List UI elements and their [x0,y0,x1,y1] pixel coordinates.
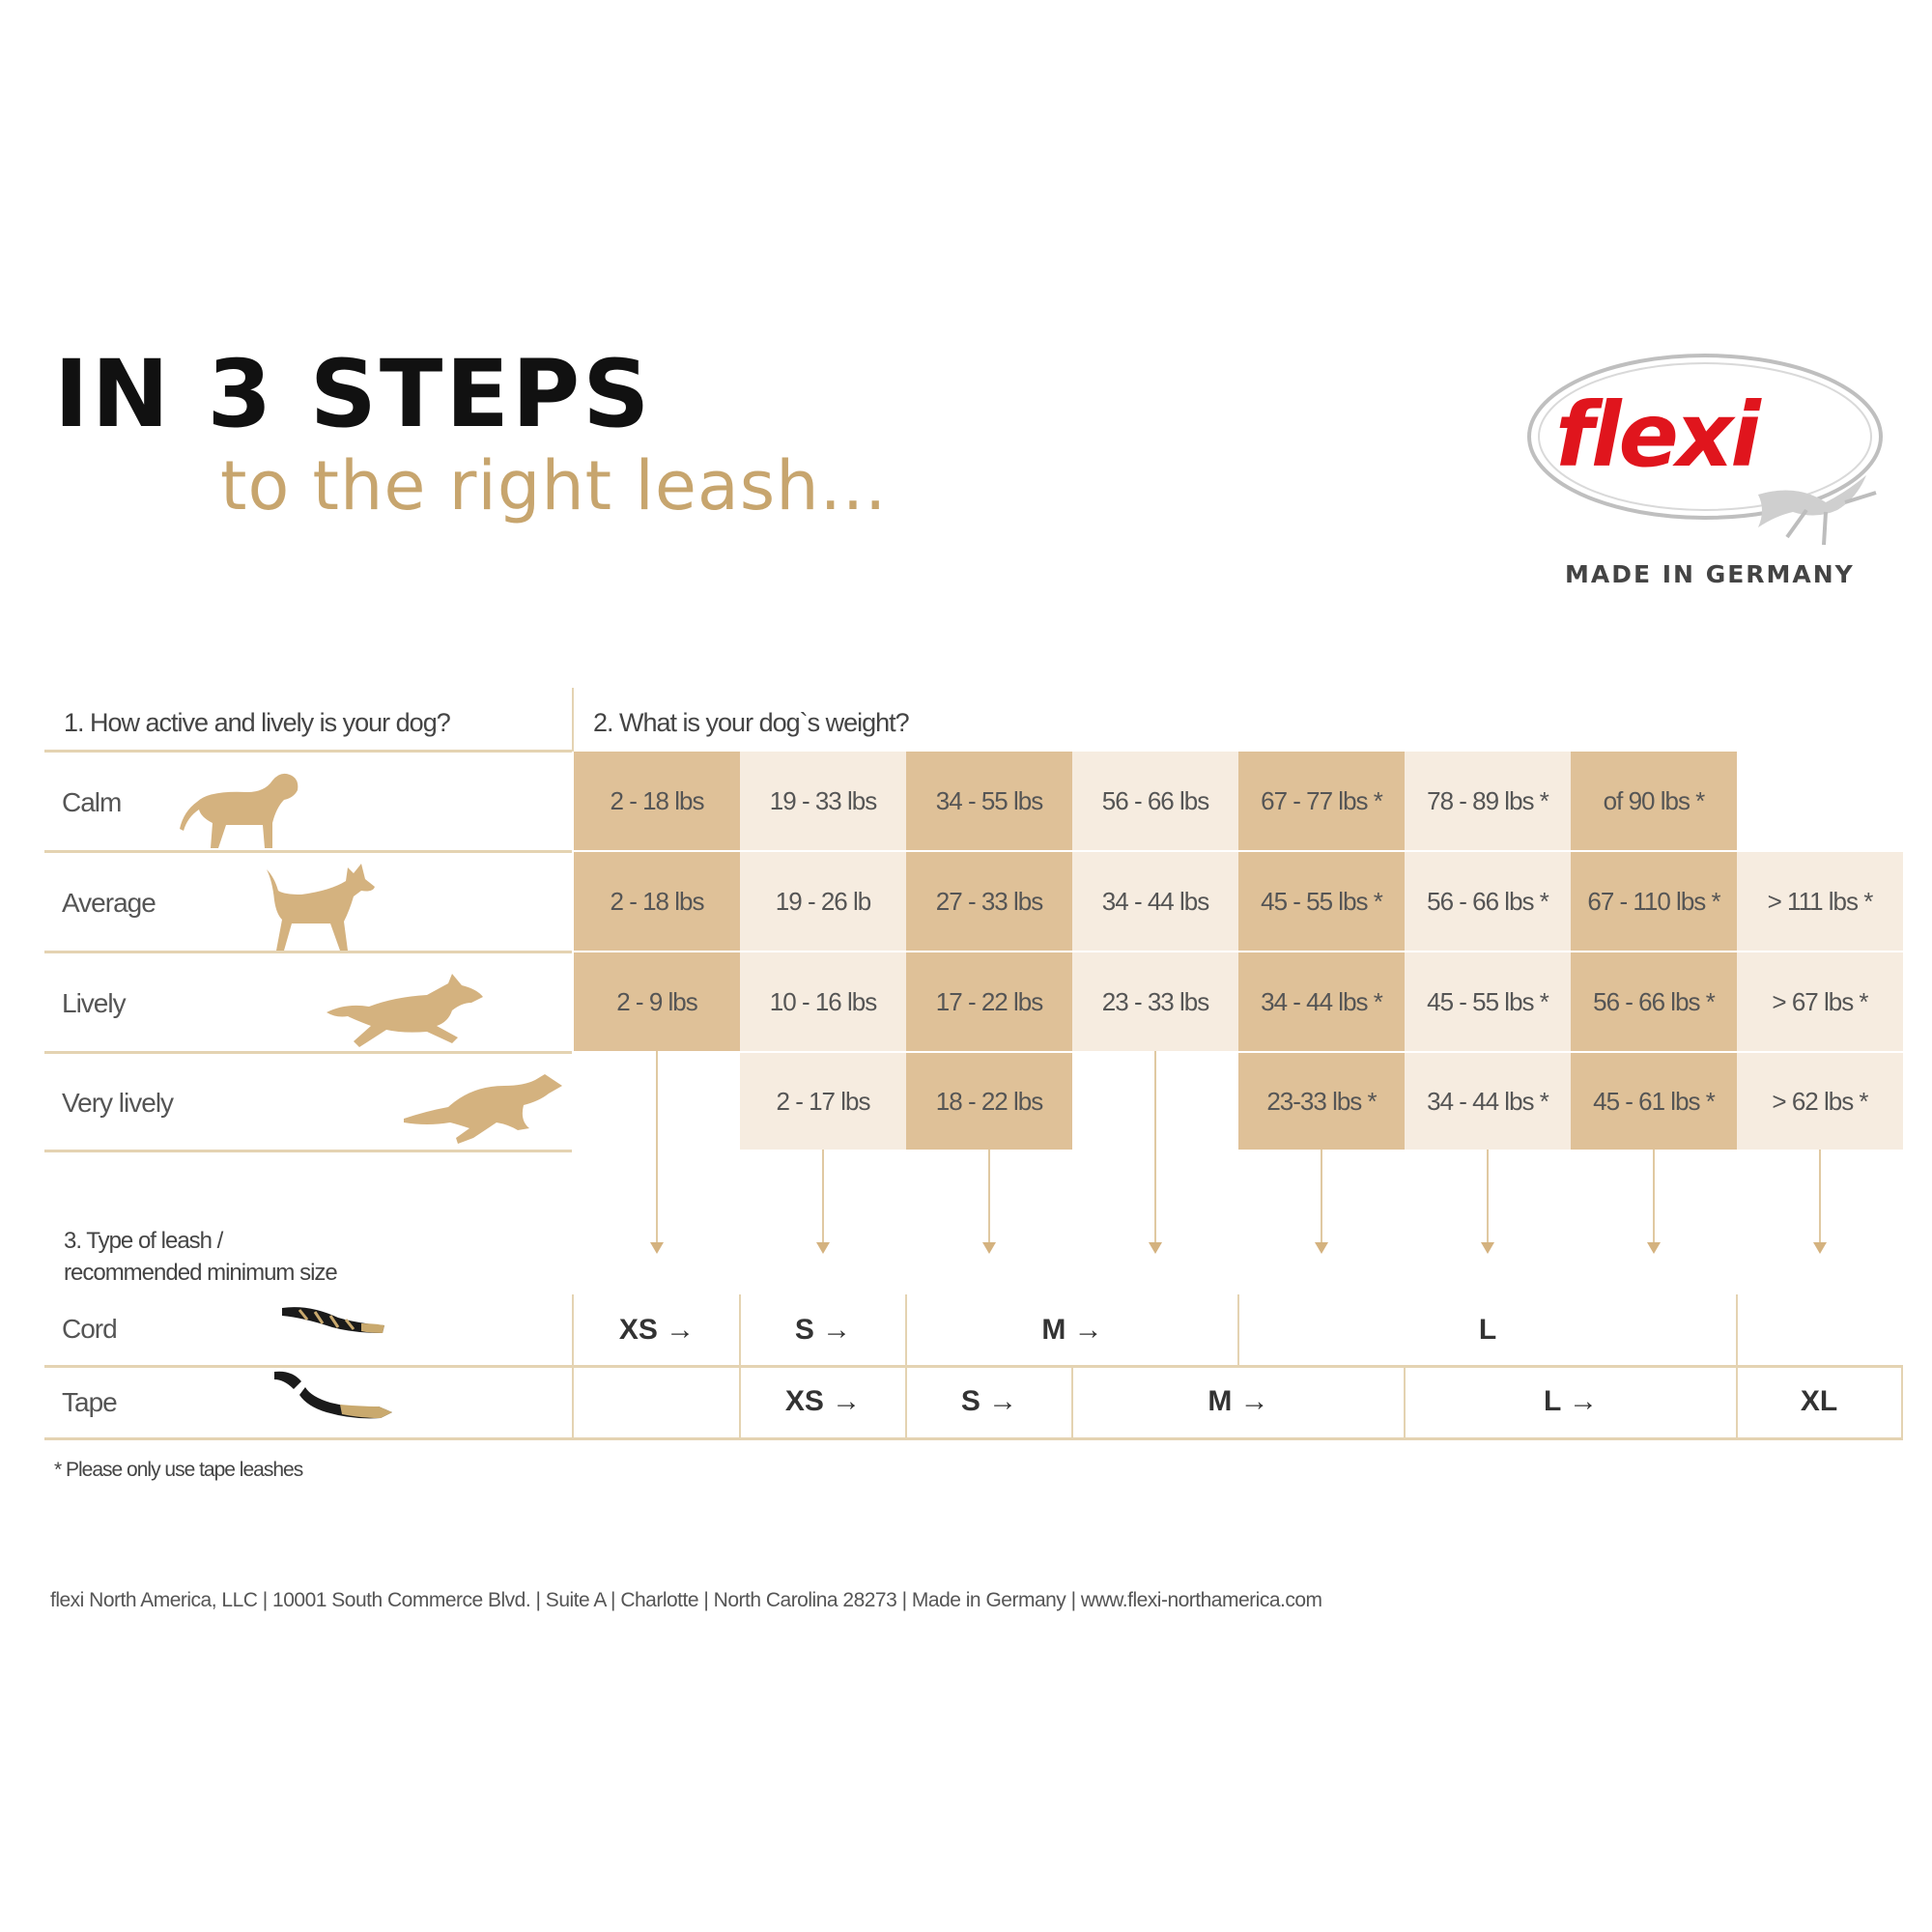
row-divider [44,850,572,853]
row-label-very-lively: Very lively [62,1088,174,1118]
cord-size-l: L [1478,1314,1497,1346]
weight-cell: 18 - 22 lbs [906,1053,1072,1150]
arrow-down-icon [650,1242,664,1254]
arrow-down-icon [1149,1242,1162,1254]
weight-cell: 56 - 66 lbs [1072,752,1238,850]
row-label-average: Average [62,888,156,918]
footnote: * Please only use tape leashes [54,1459,303,1481]
tape-size-s: S → [960,1385,1018,1417]
weight-cell: 34 - 44 lbs * [1405,1053,1571,1150]
weight-cell: 34 - 44 lbs [1072,852,1238,951]
arrow-line [1487,1150,1489,1244]
arrow-line [1819,1150,1821,1244]
page-title: IN 3 STEPS [54,340,653,448]
weight-cell: 2 - 18 lbs [574,852,740,951]
step3-line1: 3. Type of leash / [64,1228,223,1254]
tape-leash-icon [272,1368,396,1424]
tape-size-m: M → [1208,1385,1269,1417]
weight-cell: 67 - 110 lbs * [1571,852,1737,951]
arrow-down-icon [1481,1242,1494,1254]
standing-dog-icon [180,769,301,850]
weight-cell: > 62 lbs * [1737,1053,1903,1150]
weight-cell: 78 - 89 lbs * [1405,752,1571,850]
weight-cell: 23-33 lbs * [1238,1053,1405,1150]
arrow-line [1653,1150,1655,1244]
cord-size-m: M → [1041,1314,1103,1346]
leash-label-tape: Tape [62,1387,117,1417]
tape-size-xs: XS → [784,1385,862,1417]
weight-cell: 45 - 55 lbs * [1238,852,1405,951]
weight-cell: 67 - 77 lbs * [1238,752,1405,850]
tape-size-l: L → [1543,1385,1599,1417]
weight-cell: 23 - 33 lbs [1072,952,1238,1051]
footer-address: flexi North America, LLC | 10001 South Commerce Blvd. | Suite A | Charlotte | North Carolina 28273 | Made in Germany | www.flexi-northamerica.com [50,1589,1322,1611]
tape-size-xl: XL [1800,1385,1838,1417]
flexi-logo [1517,348,1893,570]
weight-cell: 34 - 55 lbs [906,752,1072,850]
arrow-line [1321,1150,1322,1244]
row-divider [44,1437,1903,1440]
weight-cell: 45 - 55 lbs * [1405,952,1571,1051]
weight-cell: 34 - 44 lbs * [1238,952,1405,1051]
arrow-line [988,1150,990,1244]
weight-cell: 56 - 66 lbs * [1405,852,1571,951]
row-label-calm: Calm [62,787,122,817]
weight-cell: 19 - 26 lb [740,852,906,951]
svg-text:flexi: flexi [1555,384,1758,487]
weight-cell: 56 - 66 lbs * [1571,952,1737,1051]
page-subtitle: to the right leash... [220,446,888,526]
weight-cell: 10 - 16 lbs [740,952,906,1051]
leash-label-cord: Cord [62,1314,117,1344]
row-divider [44,1051,572,1054]
arrow-down-icon [1813,1242,1827,1254]
weight-cell: 45 - 61 lbs * [1571,1053,1737,1150]
weight-cell: 2 - 9 lbs [574,952,740,1051]
step3-line2: recommended minimum size [64,1260,337,1286]
made-in-germany-label: MADE IN GERMANY [1565,560,1855,588]
weight-cell: 19 - 33 lbs [740,752,906,850]
cord-leash-icon [280,1300,388,1339]
arrow-line [656,1051,658,1244]
column-divider [572,688,574,752]
row-divider [44,750,572,753]
arrow-down-icon [816,1242,830,1254]
arrow-down-icon [1647,1242,1661,1254]
step3-question [64,1225,337,1289]
step2-question: 2. What is your dog`s weight? [593,708,909,737]
arrow-down-icon [982,1242,996,1254]
column-divider [1901,1366,1903,1437]
cord-size-xs: XS → [618,1314,696,1346]
arrow-line [1154,1051,1156,1244]
row-label-lively: Lively [62,988,126,1018]
weight-cell: 17 - 22 lbs [906,952,1072,1051]
sprinting-dog-icon [404,1072,562,1146]
weight-cell: > 67 lbs * [1737,952,1903,1051]
arrow-line [822,1150,824,1244]
cord-size-s: S → [794,1314,852,1346]
weight-cell: 2 - 17 lbs [740,1053,906,1150]
weight-cell: 2 - 18 lbs [574,752,740,850]
running-dog-icon [327,974,485,1049]
weight-cell: > 111 lbs * [1737,852,1903,951]
row-divider [44,1150,572,1152]
weight-cell: of 90 lbs * [1571,752,1737,850]
arrow-down-icon [1315,1242,1328,1254]
weight-cell: 27 - 33 lbs [906,852,1072,951]
step1-question: 1. How active and lively is your dog? [64,708,450,737]
walking-dog-icon [253,862,377,952]
